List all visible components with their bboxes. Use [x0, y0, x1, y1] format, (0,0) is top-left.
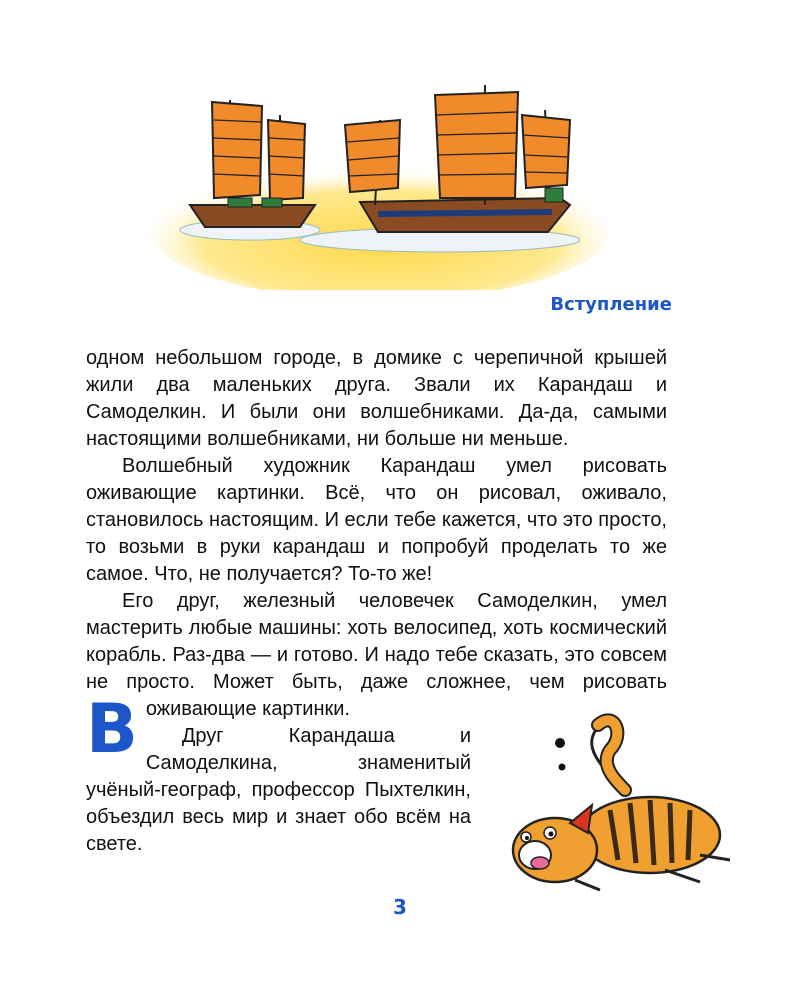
ships-illustration — [150, 80, 610, 290]
paragraph-2: Волшебный художник Карандаш умел рисовать оживающие картинки. Всё, что он рисовал, оживало, становилось настоящим. И если тебе кажется, что это просто, то возьми в руки карандаш и попробуй проделать то же самое. Что, не получается? То-то же! — [86, 455, 667, 585]
section-title: Вступление — [550, 294, 672, 315]
paragraph-1-text: одном небольшом городе, в домике с черепичной крышей жили два маленьких друга. Звали их Карандаш и Самоделкин. И были они волшебниками. Да-да, самыми настоящими волшебниками, ни больше ни меньше. — [86, 347, 667, 450]
cat-illustration — [500, 705, 740, 900]
wrap-spacer — [667, 345, 671, 700]
paragraph-4: Друг Карандаша и Самоделкина, знаменитый учёный-географ, профессор Пыхтелкин, объездил весь мир и знает обо всём на свете. — [86, 725, 471, 855]
small-ship — [190, 100, 315, 227]
large-ship — [345, 85, 570, 232]
page-number: 3 — [393, 895, 407, 919]
paragraph-3: Его друг, железный человечек Самоделкин, умел мастерить любые машины: хоть велосипед, хоть космический корабль. Раз-два — и готово. И надо тебе сказать, это совсем не просто. Может быть, даже сложнее, чем рисовать оживающие картинки. — [86, 590, 667, 720]
drop-cap: В — [86, 690, 138, 769]
